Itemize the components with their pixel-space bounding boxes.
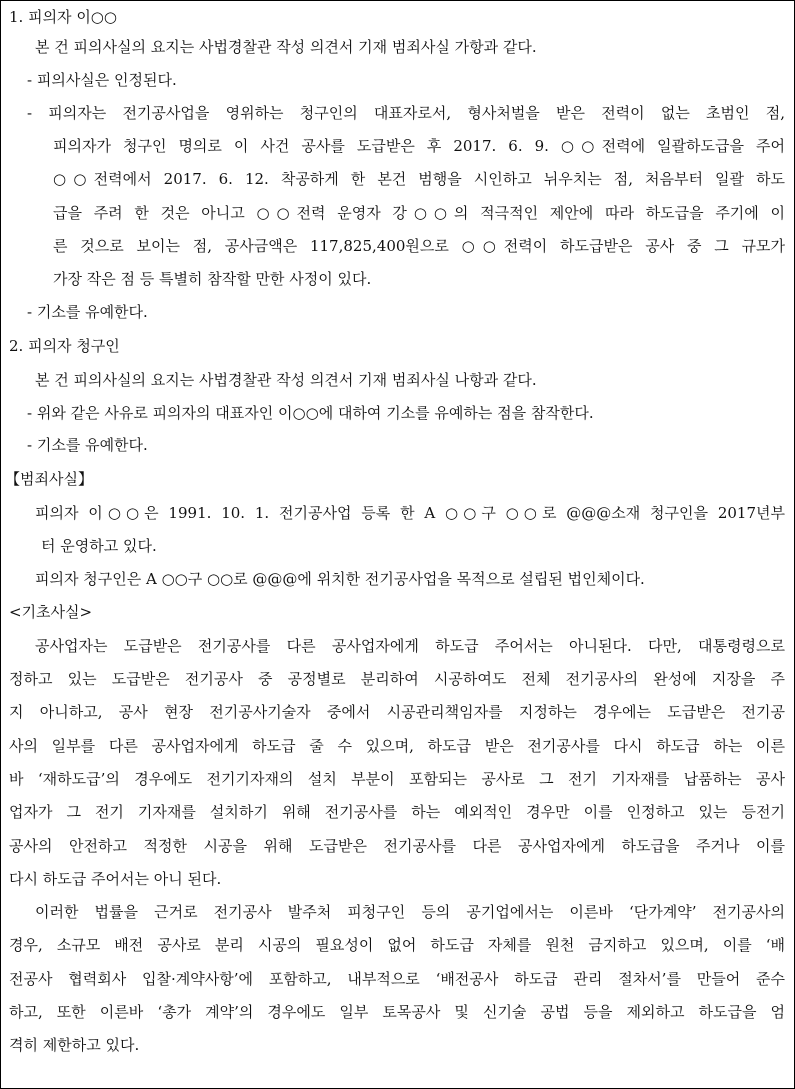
paragraph-line: 다시 하도급 주어서는 아니 된다. <box>9 870 222 888</box>
list-item: - 기소를 유예한다. <box>27 436 148 454</box>
list-item: - 피의사실은 인정된다. <box>27 71 177 89</box>
paragraph-line: 사의 일부를 다른 공사업자에게 하도급 줄 수 있으며, 하도급 받은 전기공사를 다시 하도급 하는 이른 <box>9 737 785 755</box>
paragraph-line: 피의자 청구인은 A ○○구 ○○로 @@@에 위치한 전기공사업을 목적으로 설립된 법인체이다. <box>35 570 645 588</box>
list-item-continuation: 피의자가 청구인 명의로 이 사건 공사를 도급받은 후 2017. 6. 9. ○○전력에 일괄하도급을 주어 <box>53 137 785 155</box>
list-item-continuation: 급을 주려 한 것은 아니고 ○○전력 운영자 강○○의 적극적인 제안에 따라 하도급을 주기에 이 <box>53 204 785 222</box>
section-heading-basic-facts: <기초사실> <box>9 603 93 621</box>
list-item-continuation: ○○전력에서 2017. 6. 12. 착공하게 한 본건 범행을 시인하고 뉘우치는 점, 처음부터 일괄 하도 <box>53 170 785 188</box>
list-item: - 위와 같은 사유로 피의자의 대표자인 이○○에 대하여 기소를 유예하는 점을 참작한다. <box>27 404 594 422</box>
list-item: - 피의자는 전기공사업을 영위하는 청구인의 대표자로서, 형사처벌을 받은 전력이 없는 초범인 점, <box>27 104 785 122</box>
paragraph-line: 공사의 안전하고 적정한 시공을 위해 도급받은 전기공사를 다른 공사업자에게 하도급을 주거나 이를 <box>9 837 785 855</box>
paragraph-line: 공사업자는 도급받은 전기공사를 다른 공사업자에게 하도급 주어서는 아니된다. 다만, 대통령령으로 <box>35 637 785 655</box>
paragraph-line: 터 운영하고 있다. <box>41 537 157 555</box>
list-item-continuation: 른 것으로 보이는 점, 공사금액은 117,825,400원으로 ○○전력이 하도급받은 공사 중 그 규모가 <box>53 237 785 255</box>
paragraph-line: 정하고 있는 도급받은 전기공사 중 공정별로 분리하여 시공하여도 전체 전기공사의 완성에 지장을 주 <box>9 670 785 688</box>
paragraph-line: 본 건 피의사실의 요지는 사법경찰관 작성 의견서 기재 범죄사실 가항과 같다. <box>35 38 537 56</box>
paragraph-line: 경우, 소규모 배전 공사로 분리 시공의 필요성이 없어 하도급 자체를 원천 금지하고 있으며, 이를 ‘배 <box>9 936 785 954</box>
paragraph-line: 격히 제한하고 있다. <box>9 1036 140 1054</box>
paragraph-line: 전공사 협력회사 입찰·계약사항’에 포함하고, 내부적으로 ‘배전공사 하도급 관리 절차서’를 만들어 준수 <box>9 970 785 988</box>
section-heading-2: 2. 피의자 청구인 <box>9 337 120 355</box>
paragraph-line: 업자가 그 전기 기자재를 설치하기 위해 전기공사를 하는 예외적인 경우만 이를 인정하고 있는 등전기 <box>9 803 785 821</box>
paragraph-line: 이러한 법률을 근거로 전기공사 발주처 피청구인 등의 공기업에서는 이른바 ‘단가계약’ 전기공사의 <box>35 903 785 921</box>
paragraph-line: 지 아니하고, 공사 현장 전기공사기술자 중에서 시공관리책임자를 지정하는 경우에는 도급받은 전기공 <box>9 703 785 721</box>
list-item: - 기소를 유예한다. <box>27 303 148 321</box>
section-heading-1: 1. 피의자 이○○ <box>9 8 117 26</box>
paragraph-line: 피의자 이○○은 1991. 10. 1. 전기공사업 등록 한 A ○○구 ○○로 @@@소재 청구인을 2017년부 <box>35 504 785 522</box>
list-item-continuation: 가장 작은 점 등 특별히 참작할 만한 사정이 있다. <box>53 270 372 288</box>
paragraph-line: 하고, 또한 이른바 ‘총가 계약’의 경우에도 일부 토목공사 및 신기술 공법 등을 제외하고 하도급을 엄 <box>9 1003 785 1021</box>
paragraph-line: 바 ‘재하도급’의 경우에도 전기기자재의 설치 부분이 포함되는 공사로 그 전기 기자재를 납품하는 공사 <box>9 770 785 788</box>
section-heading-crime-facts: 【범죄사실】 <box>5 470 93 488</box>
paragraph-line: 본 건 피의사실의 요지는 사법경찰관 작성 의견서 기재 범죄사실 나항과 같다. <box>35 371 537 389</box>
